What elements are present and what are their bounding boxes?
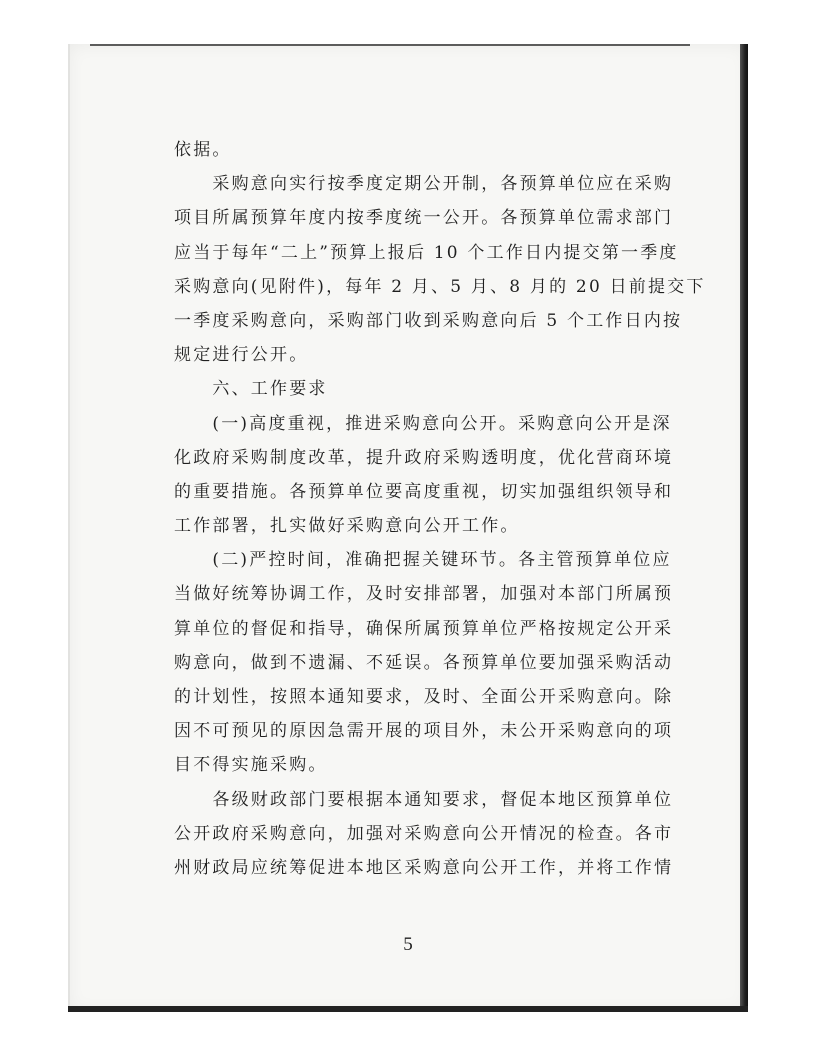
text-line: 依据。 <box>174 140 232 160</box>
text-line: 项目所属预算年度内按季度统一公开。各预算单位需求部门 <box>174 208 674 229</box>
text-line: 应当于每年“二上”预算上报后 10 个工作日内提交第一季度 <box>174 242 679 263</box>
page-number: 5 <box>403 934 413 955</box>
section-heading: 六、工作要求 <box>174 379 328 400</box>
page-top-edge <box>90 44 690 46</box>
text-line: (一)高度重视，推进采购意向公开。采购意向公开是深 <box>174 413 672 434</box>
page-left-edge <box>68 44 70 1012</box>
text-line: 州财政局应统筹促进本地区采购意向公开工作，并将工作情 <box>174 857 674 878</box>
text-line: 采购意向实行按季度定期公开制，各预算单位应在采购 <box>174 174 674 195</box>
text-line: 算单位的督促和指导，确保所属预算单位严格按规定公开采 <box>174 618 674 639</box>
text-line: 的计划性，按照本通知要求，及时、全面公开采购意向。除 <box>174 687 674 707</box>
text-line: 的重要措施。各预算单位要高度重视，切实加强组织领导和 <box>174 481 674 502</box>
text-line: 规定进行公开。 <box>174 345 309 366</box>
text-line: 购意向，做到不遗漏、不延误。各预算单位要加强采购活动 <box>174 652 674 673</box>
text-line: 公开政府采购意向，加强对采购意向公开情况的检查。各市 <box>174 823 674 844</box>
text-line: 因不可预见的原因急需开展的项目外，未公开采购意向的项 <box>174 721 674 742</box>
text-line: 目不得实施采购。 <box>174 755 328 776</box>
page-bottom-edge-shadow <box>68 1006 748 1012</box>
text-line: (二)严控时间，准确把握关键环节。各主管预算单位应 <box>174 550 672 571</box>
body-text <box>174 133 706 885</box>
text-line: 当做好统筹协调工作，及时安排部署，加强对本部门所属预 <box>174 584 674 605</box>
text-line: 采购意向(见附件)，每年 2 月、5 月、8 月的 20 日前提交下 <box>174 276 706 297</box>
text-line: 化政府采购制度改革，提升政府采购透明度，优化营商环境 <box>174 447 674 468</box>
text-line: 工作部署，扎实做好采购意向公开工作。 <box>174 516 520 537</box>
text-line: 各级财政部门要根据本通知要求，督促本地区预算单位 <box>174 789 674 810</box>
text-line: 一季度采购意向，采购部门收到采购意向后 5 个工作日内按 <box>174 310 683 331</box>
page-right-edge-shadow <box>740 44 748 1012</box>
